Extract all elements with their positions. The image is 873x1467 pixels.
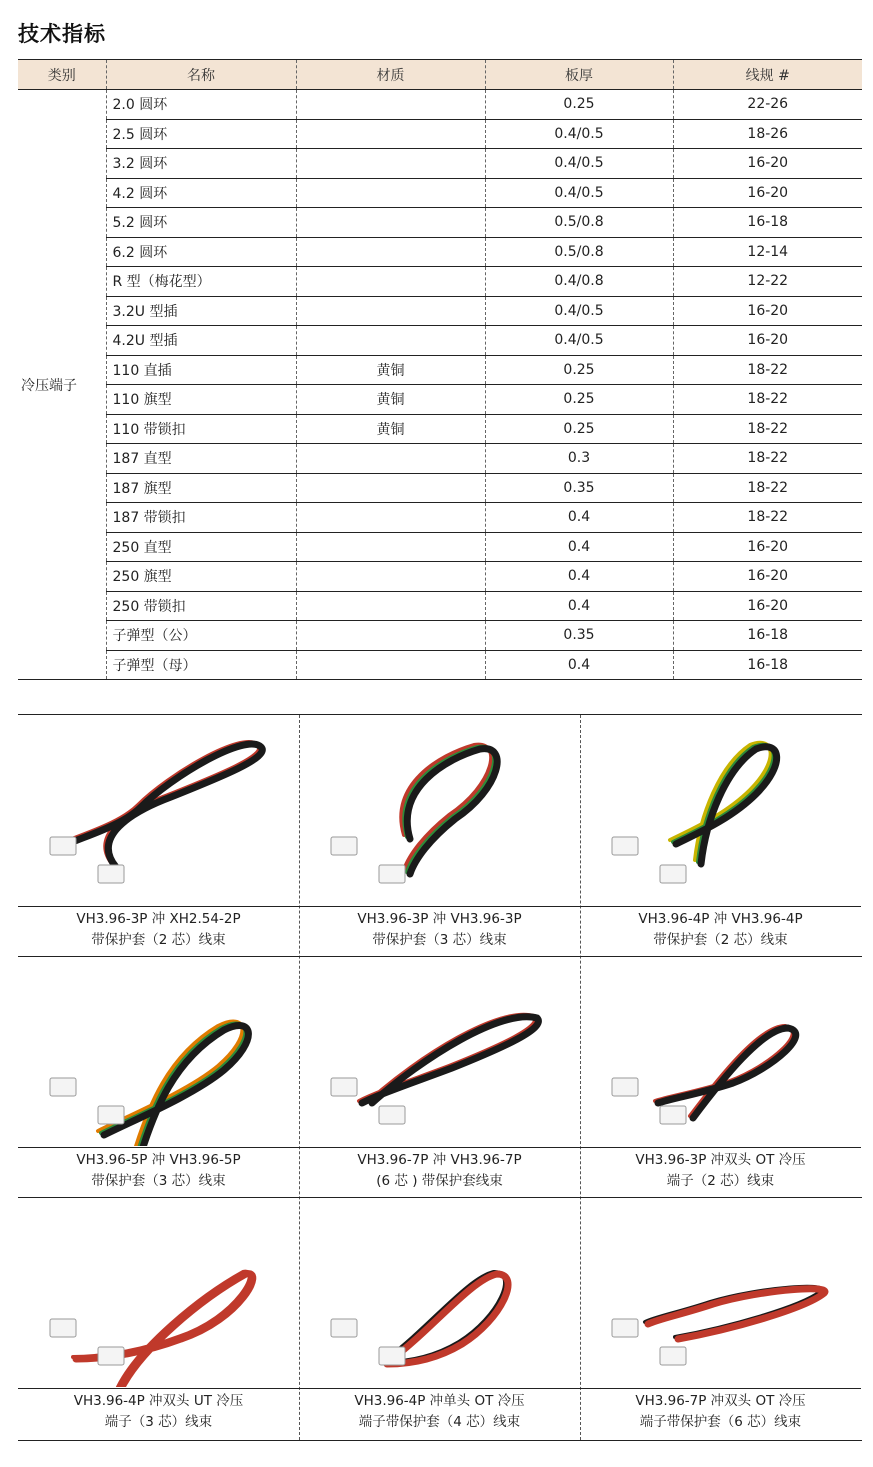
product-card — [580, 1197, 861, 1438]
product-photo — [18, 1197, 299, 1387]
wire-strand — [648, 1289, 825, 1339]
name-cell: 5.2 圆环 — [106, 208, 296, 238]
page-title: 技术指标 — [18, 22, 106, 46]
product-photo — [299, 956, 580, 1146]
material-cell — [296, 90, 485, 120]
spec-table — [18, 59, 862, 680]
caption-line-2: 端子（2 芯）线束 — [666, 1173, 775, 1189]
table-row — [18, 326, 862, 356]
connector-housing — [612, 837, 638, 855]
gauge-cell: 16-18 — [673, 621, 862, 651]
caption-line-1: VH3.96-7P 冲双头 OT 冷压 — [635, 1393, 806, 1409]
table-row — [18, 562, 862, 592]
product-photo — [299, 1197, 580, 1387]
gauge-cell: 18-22 — [673, 503, 862, 533]
table-row — [18, 621, 862, 651]
wire-harness-image — [299, 956, 580, 1146]
wire-strand — [362, 1017, 538, 1103]
category-cell: 冷压端子 — [18, 90, 106, 680]
name-cell: 3.2U 型插 — [106, 296, 296, 326]
gauge-cell: 18-22 — [673, 355, 862, 385]
name-cell: R 型（梅花型） — [106, 267, 296, 297]
product-caption — [299, 1147, 580, 1198]
caption-line-2: (6 芯 ) 带保护套线束 — [376, 1173, 503, 1189]
connector-housing — [98, 865, 124, 883]
gauge-cell: 16-20 — [673, 532, 862, 562]
header-material: 材质 — [296, 60, 485, 90]
connector-housing — [612, 1319, 638, 1337]
material-cell — [296, 650, 485, 680]
table-row — [18, 385, 862, 415]
material-cell: 黄铜 — [296, 414, 485, 444]
connector-housing — [331, 1078, 357, 1096]
product-card — [299, 956, 580, 1197]
thickness-cell: 0.4/0.5 — [485, 119, 673, 149]
gauge-cell: 16-20 — [673, 178, 862, 208]
product-photo — [299, 715, 580, 905]
material-cell — [296, 119, 485, 149]
table-row — [18, 473, 862, 503]
thickness-cell: 0.4 — [485, 532, 673, 562]
thickness-cell: 0.5/0.8 — [485, 237, 673, 267]
connector-housing — [379, 1347, 405, 1365]
caption-line-1: VH3.96-4P 冲单头 OT 冷压 — [354, 1393, 525, 1409]
caption-line-1: VH3.96-4P 冲 VH3.96-4P — [638, 911, 803, 927]
material-cell — [296, 296, 485, 326]
table-row — [18, 90, 862, 120]
product-card — [299, 715, 580, 956]
table-header-row — [18, 60, 862, 90]
material-cell — [296, 503, 485, 533]
table-row — [18, 149, 862, 179]
wire-strand — [673, 745, 774, 862]
caption-line-1: VH3.96-3P 冲双头 OT 冷压 — [635, 1152, 806, 1168]
wire-harness-image — [299, 1197, 580, 1387]
wire-strand — [658, 1028, 796, 1118]
wire-harness-image — [580, 1197, 861, 1387]
connector-housing — [50, 1078, 76, 1096]
thickness-cell: 0.4/0.5 — [485, 178, 673, 208]
name-cell: 250 直型 — [106, 532, 296, 562]
product-caption — [18, 1147, 299, 1198]
name-cell: 110 旗型 — [106, 385, 296, 415]
connector-housing — [98, 1106, 124, 1124]
gauge-cell: 16-20 — [673, 562, 862, 592]
table-body — [18, 90, 862, 680]
gauge-cell: 16-18 — [673, 208, 862, 238]
gauge-cell: 16-20 — [673, 591, 862, 621]
name-cell: 2.5 圆环 — [106, 119, 296, 149]
product-photo — [580, 715, 861, 905]
header-name: 名称 — [106, 60, 296, 90]
name-cell: 3.2 圆环 — [106, 149, 296, 179]
table-row — [18, 503, 862, 533]
product-card — [18, 715, 299, 956]
header-gauge: 线规 # — [673, 60, 862, 90]
name-cell: 子弹型（母） — [106, 650, 296, 680]
table-row — [18, 267, 862, 297]
connector-housing — [331, 1319, 357, 1337]
gauge-cell: 16-20 — [673, 149, 862, 179]
gauge-cell: 12-22 — [673, 267, 862, 297]
name-cell: 4.2 圆环 — [106, 178, 296, 208]
name-cell: 250 带锁扣 — [106, 591, 296, 621]
wire-strand — [76, 1274, 253, 1387]
connector-housing — [660, 1106, 686, 1124]
caption-line-2: 带保护套（3 芯）线束 — [91, 1173, 226, 1189]
table-row — [18, 414, 862, 444]
caption-line-2: 带保护套（2 芯）线束 — [653, 932, 788, 948]
caption-line-2: 带保护套（3 芯）线束 — [372, 932, 507, 948]
product-photo — [18, 715, 299, 905]
gauge-cell: 18-22 — [673, 444, 862, 474]
thickness-cell: 0.4 — [485, 591, 673, 621]
connector-housing — [50, 837, 76, 855]
name-cell: 187 直型 — [106, 444, 296, 474]
table-row — [18, 591, 862, 621]
material-cell — [296, 208, 485, 238]
name-cell: 6.2 圆环 — [106, 237, 296, 267]
gauge-cell: 12-14 — [673, 237, 862, 267]
name-cell: 250 旗型 — [106, 562, 296, 592]
table-row — [18, 237, 862, 267]
product-caption — [299, 1388, 580, 1439]
table-row — [18, 355, 862, 385]
thickness-cell: 0.4 — [485, 503, 673, 533]
wire-harness-image — [18, 1197, 299, 1387]
product-photo — [580, 956, 861, 1146]
table-row — [18, 208, 862, 238]
material-cell — [296, 621, 485, 651]
thickness-cell: 0.25 — [485, 355, 673, 385]
name-cell: 子弹型（公） — [106, 621, 296, 651]
caption-line-1: VH3.96-5P 冲 VH3.96-5P — [76, 1152, 241, 1168]
header-thickness: 板厚 — [485, 60, 673, 90]
wire-harness-image — [580, 715, 861, 905]
product-caption — [299, 906, 580, 957]
wire-strand — [104, 1026, 248, 1146]
gauge-cell: 18-22 — [673, 473, 862, 503]
material-cell: 黄铜 — [296, 355, 485, 385]
material-cell — [296, 444, 485, 474]
name-cell: 2.0 圆环 — [106, 90, 296, 120]
gauge-cell: 16-20 — [673, 326, 862, 356]
table-row — [18, 296, 862, 326]
product-caption — [18, 1388, 299, 1439]
product-card — [580, 715, 861, 956]
name-cell: 187 旗型 — [106, 473, 296, 503]
caption-line-2: 带保护套（2 芯）线束 — [91, 932, 226, 948]
product-card — [299, 1197, 580, 1438]
product-caption — [18, 906, 299, 957]
caption-line-1: VH3.96-4P 冲双头 UT 冷压 — [73, 1393, 244, 1409]
thickness-cell: 0.4 — [485, 562, 673, 592]
caption-line-1: VH3.96-7P 冲 VH3.96-7P — [357, 1152, 522, 1168]
gauge-cell: 16-18 — [673, 650, 862, 680]
thickness-cell: 0.35 — [485, 621, 673, 651]
thickness-cell: 0.4/0.8 — [485, 267, 673, 297]
gauge-cell: 22-26 — [673, 90, 862, 120]
gauge-cell: 16-20 — [673, 296, 862, 326]
wire-harness-image — [18, 715, 299, 905]
product-caption — [580, 1388, 861, 1439]
name-cell: 110 直插 — [106, 355, 296, 385]
connector-housing — [379, 865, 405, 883]
gauge-cell: 18-22 — [673, 414, 862, 444]
thickness-cell: 0.25 — [485, 414, 673, 444]
gauge-cell: 18-26 — [673, 119, 862, 149]
connector-housing — [50, 1319, 76, 1337]
wire-harness-image — [580, 956, 861, 1146]
name-cell: 110 带锁扣 — [106, 414, 296, 444]
connector-housing — [331, 837, 357, 855]
material-cell — [296, 532, 485, 562]
connector-housing — [612, 1078, 638, 1096]
connector-housing — [379, 1106, 405, 1124]
thickness-cell: 0.4/0.5 — [485, 149, 673, 179]
table-row — [18, 444, 862, 474]
header-category: 类别 — [18, 60, 106, 90]
caption-line-1: VH3.96-3P 冲 VH3.96-3P — [357, 911, 522, 927]
product-caption — [580, 906, 861, 957]
product-caption — [580, 1147, 861, 1198]
table-row — [18, 119, 862, 149]
table-row — [18, 178, 862, 208]
thickness-cell: 0.4 — [485, 650, 673, 680]
caption-line-2: 端子带保护套（6 芯）线束 — [639, 1414, 802, 1430]
material-cell — [296, 149, 485, 179]
connector-housing — [660, 865, 686, 883]
wire-strand — [676, 747, 777, 864]
material-cell — [296, 267, 485, 297]
material-cell — [296, 237, 485, 267]
caption-line-2: 端子带保护套（4 芯）线束 — [358, 1414, 521, 1430]
product-card — [18, 1197, 299, 1438]
wire-harness-image — [299, 715, 580, 905]
material-cell — [296, 178, 485, 208]
wire-strand — [61, 744, 262, 867]
material-cell — [296, 562, 485, 592]
material-cell — [296, 326, 485, 356]
thickness-cell: 0.25 — [485, 90, 673, 120]
caption-line-2: 端子（3 芯）线束 — [104, 1414, 213, 1430]
material-cell: 黄铜 — [296, 385, 485, 415]
name-cell: 187 带锁扣 — [106, 503, 296, 533]
thickness-cell: 0.4/0.5 — [485, 326, 673, 356]
thickness-cell: 0.25 — [485, 385, 673, 415]
connector-housing — [98, 1347, 124, 1365]
name-cell: 4.2U 型插 — [106, 326, 296, 356]
thickness-cell: 0.5/0.8 — [485, 208, 673, 238]
wire-harness-image — [18, 956, 299, 1146]
product-card — [580, 956, 861, 1197]
thickness-cell: 0.4/0.5 — [485, 296, 673, 326]
gauge-cell: 18-22 — [673, 385, 862, 415]
product-grid — [18, 714, 862, 1441]
material-cell — [296, 591, 485, 621]
product-card — [18, 956, 299, 1197]
thickness-cell: 0.3 — [485, 444, 673, 474]
caption-line-1: VH3.96-3P 冲 XH2.54-2P — [76, 911, 241, 927]
thickness-cell: 0.35 — [485, 473, 673, 503]
material-cell — [296, 473, 485, 503]
table-row — [18, 532, 862, 562]
connector-housing — [660, 1347, 686, 1365]
product-photo — [18, 956, 299, 1146]
product-photo — [580, 1197, 861, 1387]
wire-strand — [655, 1026, 793, 1116]
table-row — [18, 650, 862, 680]
